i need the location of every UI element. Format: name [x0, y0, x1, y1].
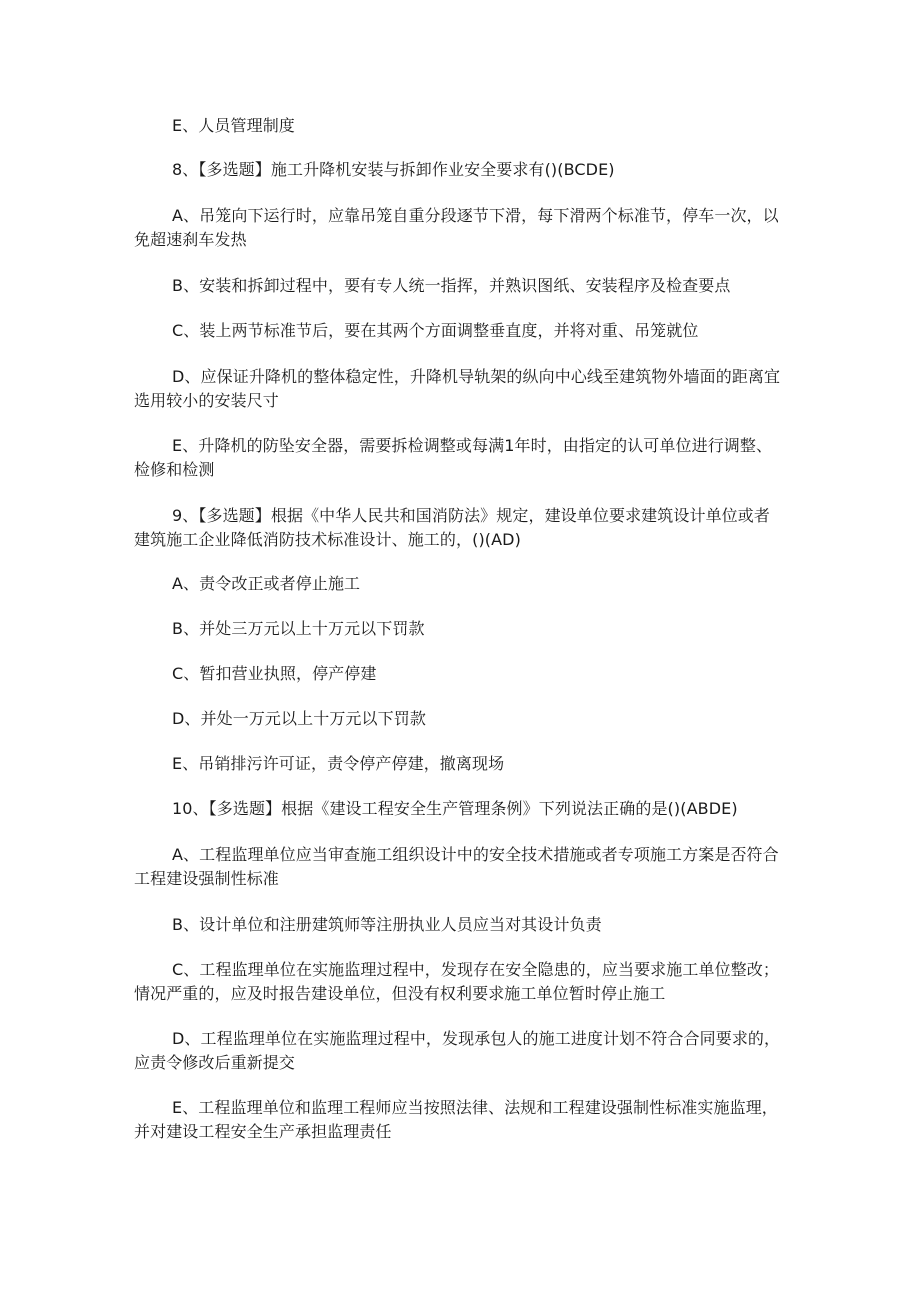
question-9: 9、【多选题】根据《中华人民共和国消防法》规定，建设单位要求建筑设计单位或者建筑施工企业降低消防技术标准设计、施工的，()(AD)	[134, 506, 770, 549]
option-e-q9: E、吊销排污许可证，责令停产停建，撤离现场	[172, 754, 505, 773]
option-c-q10: C、工程监理单位在实施监理过程中，发现存在安全隐患的，应当要求施工单位整改；情况严重的，应及时报告建设单位，但没有权利要求施工单位暂时停止施工	[134, 960, 779, 1003]
option-b-q10: B、设计单位和注册建筑师等注册执业人员应当对其设计负责	[172, 915, 602, 934]
option-b-q8: B、安装和拆卸过程中，要有专人统一指挥，并熟识图纸、安装程序及检查要点	[172, 276, 731, 295]
option-d-q9: D、并处一万元以上十万元以下罚款	[172, 709, 426, 728]
option-a-q8: A、吊笼向下运行时，应靠吊笼自重分段逐节下滑，每下滑两个标准节，停车一次，以免超速刹车发热	[134, 206, 779, 249]
option-a-q10: A、工程监理单位应当审查施工组织设计中的安全技术措施或者专项施工方案是否符合工程建设强制性标准	[134, 845, 779, 888]
option-b-q9: B、并处三万元以上十万元以下罚款	[172, 619, 425, 638]
question-10: 10、【多选题】根据《建设工程安全生产管理条例》下列说法正确的是()(ABDE)	[172, 799, 738, 818]
option-d-q8: D、应保证升降机的整体稳定性，升降机导轨架的纵向中心线至建筑物外墙面的距离宜选用较小的安装尺寸	[134, 367, 781, 410]
option-e-q10: E、工程监理单位和监理工程师应当按照法律、法规和工程建设强制性标准实施监理，并对建设工程安全生产承担监理责任	[134, 1098, 778, 1141]
option-c-q9: C、暂扣营业执照，停产停建	[172, 664, 377, 683]
option-e-q8: E、升降机的防坠安全器，需要拆检调整或每满1年时，由指定的认可单位进行调整、检修和检测	[134, 436, 773, 479]
question-8: 8、【多选题】施工升降机安装与拆卸作业安全要求有()(BCDE)	[172, 160, 615, 179]
option-a-q9: A、责令改正或者停止施工	[172, 574, 361, 593]
option-c-q8: C、装上两节标准节后，要在其两个方面调整垂直度，并将对重、吊笼就位	[172, 321, 699, 340]
option-e-q7: E、人员管理制度	[172, 116, 295, 135]
option-d-q10: D、工程监理单位在实施监理过程中，发现承包人的施工进度计划不符合合同要求的，应责令修改后重新提交	[134, 1029, 781, 1072]
